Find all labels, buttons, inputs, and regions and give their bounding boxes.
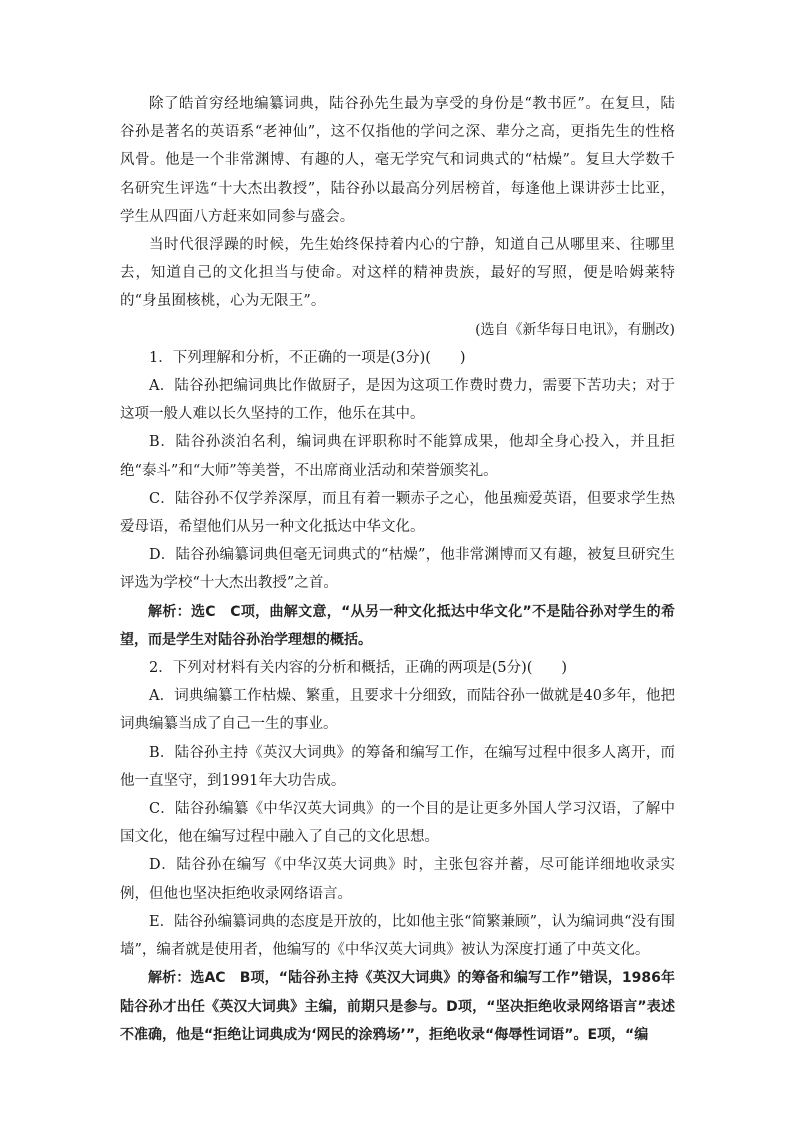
- question-2-option-c: C．陆谷孙编纂《中华汉英大词典》的一个目的是让更多外国人学习汉语，了解中国文化，他在编写过程中融入了自己的文化思想。: [120, 801, 675, 846]
- question-2-stem: 2．下列对材料有关内容的分析和概括，正确的两项是(5分)( ): [149, 660, 568, 677]
- question-1-analysis: 解析：选C C项，曲解文意，“从另一种文化抵达中华文化”不是陆谷孙对学生的希望，而是学生对陆谷孙治学理想的概括。: [120, 603, 675, 648]
- passage-source: (选自《新华每日电讯》，有删改): [475, 321, 675, 338]
- question-1-option-b: B．陆谷孙淡泊名利，编词典在评职称时不能算成果，他却全身心投入，并且拒绝“泰斗”和“大师”等美誉，不出席商业活动和荣誉颁奖礼。: [120, 434, 675, 479]
- question-1-option-c: C．陆谷孙不仅学养深厚，而且有着一颗赤子之心，他虽痴爱英语，但要求学生热爱母语，希望他们从另一种文化抵达中华文化。: [120, 490, 675, 536]
- passage-paragraph-1: 除了皓首穷经地编纂词典，陆谷孙先生最为享受的身份是“教书匠”。在复旦，陆谷孙是著名的英语系“老神仙”，这不仅指他的学问之深、辈分之高，更指先生的性格风骨。他是一个非常渊博、有趣的人，毫无学究气和词典式的“枯燥”。复旦大学数千名研究生评选“十大杰出教授”，陆谷孙以最高分列居榜首，每逢他上课讲莎士比亚，学生从四面八方赶来如同参与盛会。: [120, 96, 675, 225]
- document-page: [120, 90, 675, 1049]
- question-2-option-a: A．词典编纂工作枯燥、繁重，且要求十分细致，而陆谷孙一做就是40多年，他把词典编纂当成了自己一生的事业。: [120, 688, 675, 733]
- question-2-option-b: B．陆谷孙主持《英汉大词典》的筹备和编写工作，在编写过程中很多人离开，而他一直坚守，到1991年大功告成。: [120, 744, 675, 789]
- question-1-option-a: A．陆谷孙把编词典比作做厨子，是因为这项工作费时费力，需要下苦功夫；对于这项一般人难以长久坚持的工作，他乐在其中。: [120, 378, 675, 423]
- question-2-option-e: E．陆谷孙编纂词典的态度是开放的，比如他主张“简繁兼顾”，认为编词典“没有围墙”，编者就是使用者，他编写的《中华汉英大词典》被认为深度打通了中英文化。: [120, 913, 675, 959]
- question-2-option-d: D．陆谷孙在编写《中华汉英大词典》时，主张包容并蓄，尽可能详细地收录实例，但他也坚决拒绝收录网络语言。: [120, 857, 675, 902]
- question-1-stem: 1．下列理解和分析，不正确的一项是(3分)( ): [149, 349, 466, 366]
- passage-paragraph-2: 当时代很浮躁的时候，先生始终保持着内心的宁静，知道自己从哪里来、往哪里去，知道自己的文化担当与使命。对这样的精神贵族，最好的写照，便是哈姆莱特的“身虽囿核桃，心为无限王”。: [120, 237, 675, 310]
- question-2-analysis: 解析：选AC B项，“陆谷孙主持《英汉大词典》的筹备和编写工作”错误，1986年陆谷孙才出任《英汉大词典》主编，前期只是参与。D项，“坚决拒绝收录网络语言”表述不准确，他是“拒绝让词典成为‘网民的涂鸦场’”，拒绝收录“侮辱性词语”。E项，“编: [120, 970, 675, 1043]
- question-1-option-d: D．陆谷孙编纂词典但毫无词典式的“枯燥”，他非常渊博而又有趣，被复旦研究生评选为学校“十大杰出教授”之首。: [120, 547, 675, 592]
